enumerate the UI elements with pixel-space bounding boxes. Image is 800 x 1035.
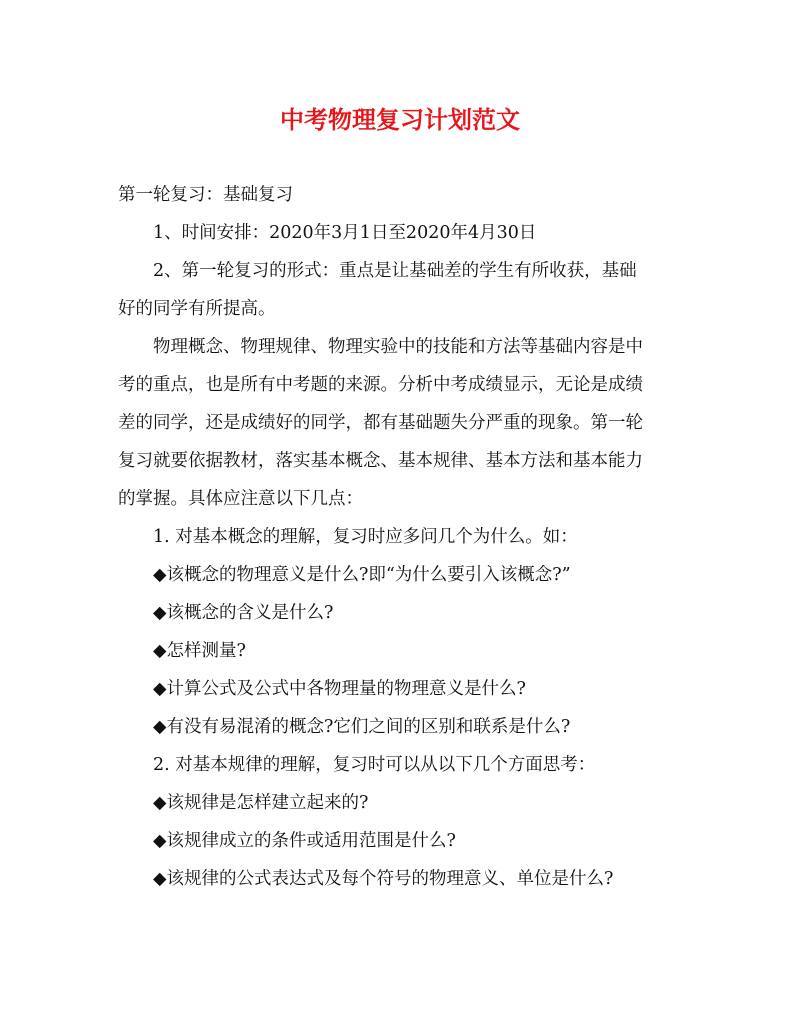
laws-intro: 2. 对基本规律的理解，复习时可以从以下几个方面思考： bbox=[153, 755, 596, 775]
law-bullet: ◆该规律是怎样建立起来的? bbox=[153, 793, 369, 813]
paragraph-line-1: 物理概念、物理规律、物理实验中的技能和方法等基础内容是中 bbox=[153, 337, 643, 357]
concept-bullet: ◆怎样测量? bbox=[153, 641, 246, 661]
review-form-line-1: 2、第一轮复习的形式：重点是让基础差的学生有所收获，基础 bbox=[153, 261, 637, 281]
concept-bullet: ◆该概念的含义是什么? bbox=[153, 603, 334, 623]
paragraph-line-2: 考的重点，也是所有中考题的来源。分析中考成绩显示，无论是成绩 bbox=[118, 375, 643, 395]
paragraph-line-3: 差的同学，还是成绩好的同学，都有基础题失分严重的现象。第一轮 bbox=[118, 413, 643, 433]
paragraph-line-5: 的掌握。具体应注意以下几点： bbox=[118, 489, 363, 509]
law-bullet: ◆该规律成立的条件或适用范围是什么? bbox=[153, 831, 456, 851]
review-form-line-2: 好的同学有所提高。 bbox=[118, 299, 276, 319]
concept-bullet: ◆有没有易混淆的概念?它们之间的区别和联系是什么? bbox=[153, 717, 571, 737]
concept-bullet: ◆该概念的物理意义是什么?即“为什么要引入该概念?” bbox=[153, 565, 571, 585]
section-heading: 第一轮复习：基础复习 bbox=[118, 185, 293, 205]
document-body bbox=[118, 176, 678, 898]
concept-bullet: ◆计算公式及公式中各物理量的物理意义是什么? bbox=[153, 679, 526, 699]
concepts-intro: 1. 对基本概念的理解，复习时应多问几个为什么。如： bbox=[153, 527, 578, 547]
paragraph-line-4: 复习就要依据教材，落实基本概念、基本规律、基本方法和基本能力 bbox=[118, 451, 643, 471]
document-title: 中考物理复习计划范文 bbox=[280, 105, 520, 134]
time-arrangement: 1、时间安排：2020年3月1日至2020年4月30日 bbox=[153, 223, 537, 243]
law-bullet: ◆该规律的公式表达式及每个符号的物理意义、单位是什么? bbox=[153, 869, 614, 889]
